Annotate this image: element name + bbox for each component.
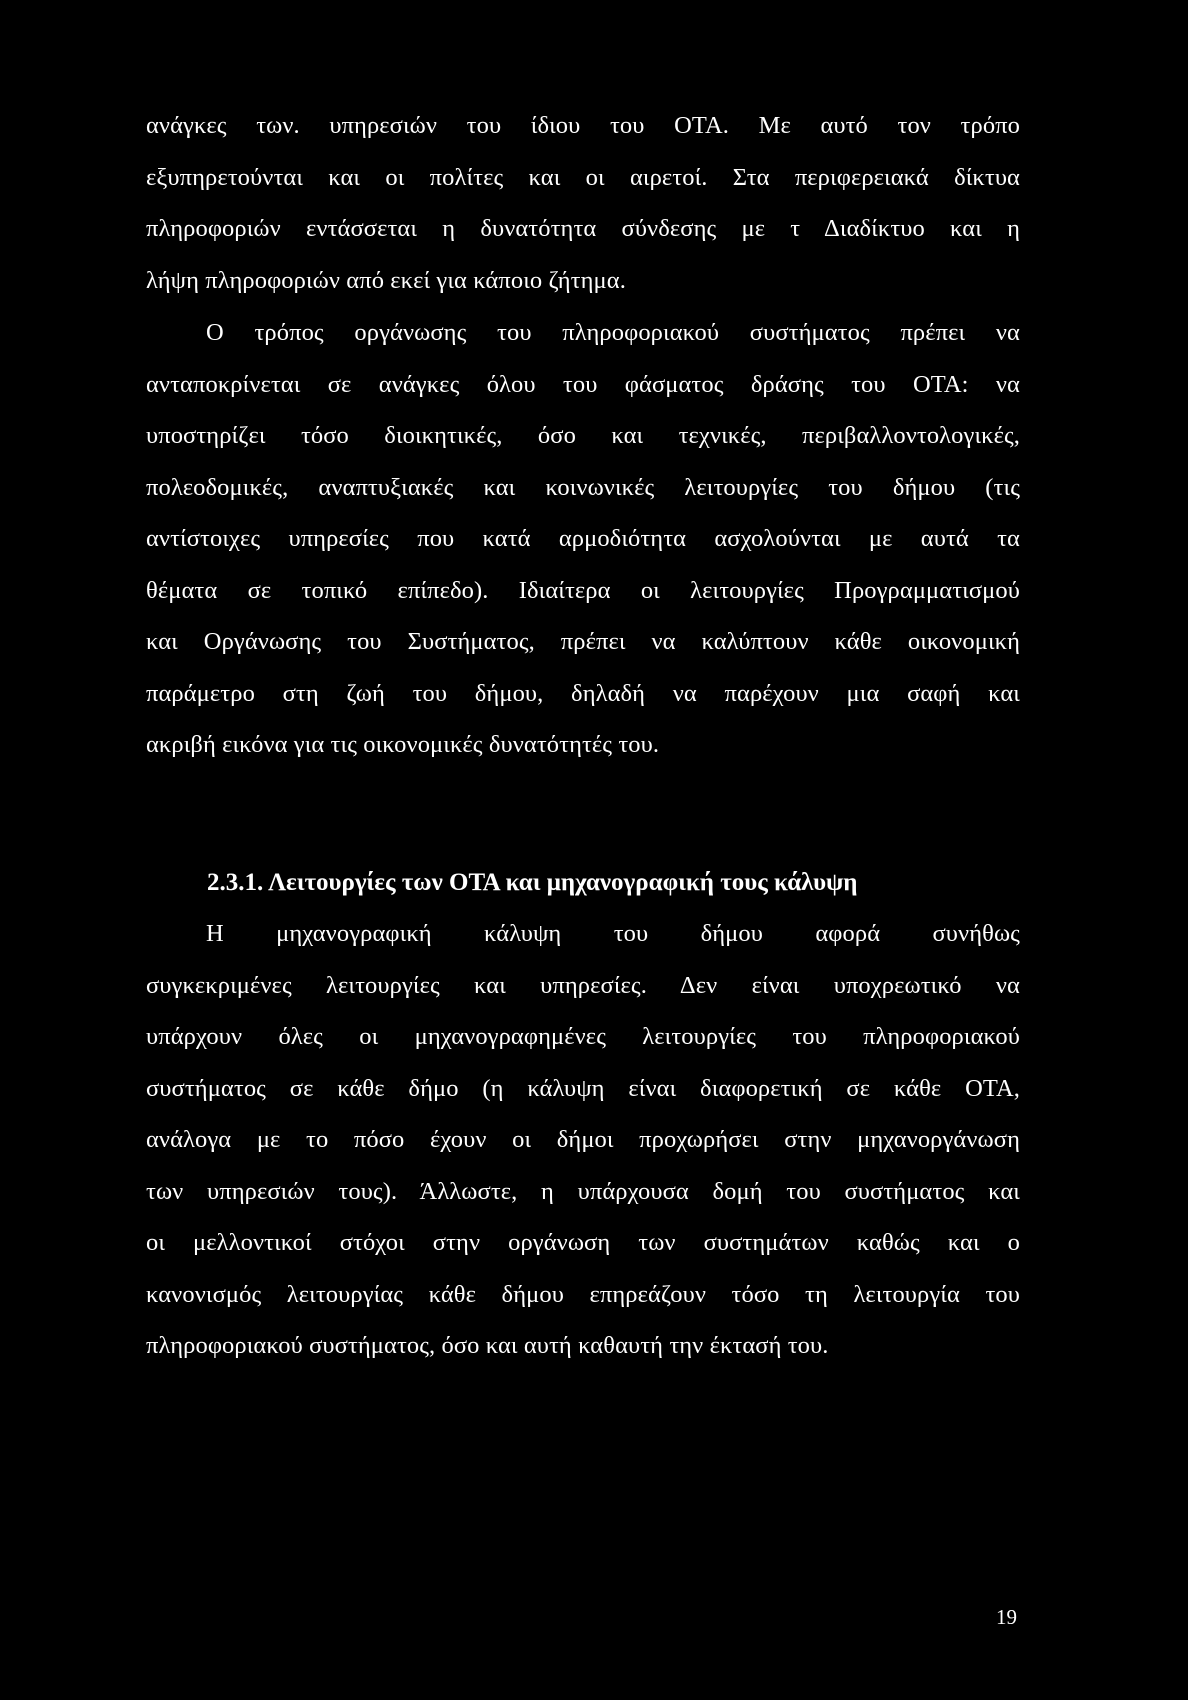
section-heading: 2.3.1. Λειτουργίες των ΟΤΑ και μηχανογραφική τους κάλυψη [207, 869, 858, 896]
text-line: συγκεκριμένες λειτουργίες και υπηρεσίες. Δεν είναι υποχρεωτικό να [146, 971, 1020, 999]
text-line: Η μηχανογραφική κάλυψη του δήμου αφορά συνήθως [206, 920, 1020, 947]
text-line: εξυπηρετούνται και οι πολίτες και οι αιρετοί. Στα περιφερειακά δίκτυα [146, 163, 1020, 191]
text-line: κανονισμός λειτουργίας κάθε δήμου επηρεάζουν τόσο τη λειτουργία του [146, 1280, 1020, 1308]
text-line: ανταποκρίνεται σε ανάγκες όλου του φάσματος δράσης του ΟΤΑ: να [146, 370, 1020, 398]
page-number: 19 [996, 1605, 1017, 1629]
text-line: των υπηρεσιών τους). Άλλωστε, η υπάρχουσα δομή του συστήματος και [146, 1177, 1020, 1205]
text-line: λήψη πληροφοριών από εκεί για κάποιο ζήτημα. [146, 266, 626, 294]
text-line: υπάρχουν όλες οι μηχανογραφημένες λειτουργίες του πληροφοριακού [146, 1023, 1020, 1050]
text-line: παράμετρο στη ζωή του δήμου, δηλαδή να παρέχουν μια σαφή και [146, 679, 1020, 707]
text-line: και Οργάνωσης του Συστήματος, πρέπει να καλύπτουν κάθε οικονομική [146, 628, 1020, 655]
text-line: ανάγκες των. υπηρεσιών του ίδιου του ΟΤΑ. Με αυτό τον τρόπο [146, 112, 1020, 139]
text-line: ανάλογα με το πόσο έχουν οι δήμοι προχωρήσει στην μηχανοργάνωση [146, 1126, 1020, 1153]
text-line: οι μελλοντικοί στόχοι στην οργάνωση των συστημάτων καθώς και ο [146, 1229, 1020, 1256]
paragraph-coverage [146, 908, 1020, 1372]
text-line: υποστηρίζει τόσο διοικητικές, όσο και τεχνικές, περιβαλλοντολογικές, [146, 422, 1020, 449]
text-line: θέματα σε τοπικό επίπεδο). Ιδιαίτερα οι λειτουργίες Προγραμματισμού [146, 576, 1020, 604]
paragraph-continuation [146, 100, 1020, 306]
text-line: αντίστοιχες υπηρεσίες που κατά αρμοδιότητα ασχολούνται με αυτά τα [146, 525, 1020, 552]
text-line: συστήματος σε κάθε δήμο (η κάλυψη είναι διαφορετική σε κάθε ΟΤΑ, [146, 1074, 1020, 1102]
text-line: πληροφοριακού συστήματος, όσο και αυτή καθαυτή την έκτασή του. [146, 1332, 829, 1359]
text-line: Ο τρόπος οργάνωσης του πληροφοριακού συστήματος πρέπει να [206, 319, 1020, 346]
text-line: ακριβή εικόνα για τις οικονομικές δυνατότητές του. [146, 731, 660, 758]
text-line: πληροφοριών εντάσσεται η δυνατότητα σύνδεσης με τ Διαδίκτυο και η [146, 215, 1020, 242]
paragraph-organization [146, 307, 1020, 771]
text-line: πολεοδομικές, αναπτυξιακές και κοινωνικές λειτουργίες του δήμου (τις [146, 473, 1020, 501]
